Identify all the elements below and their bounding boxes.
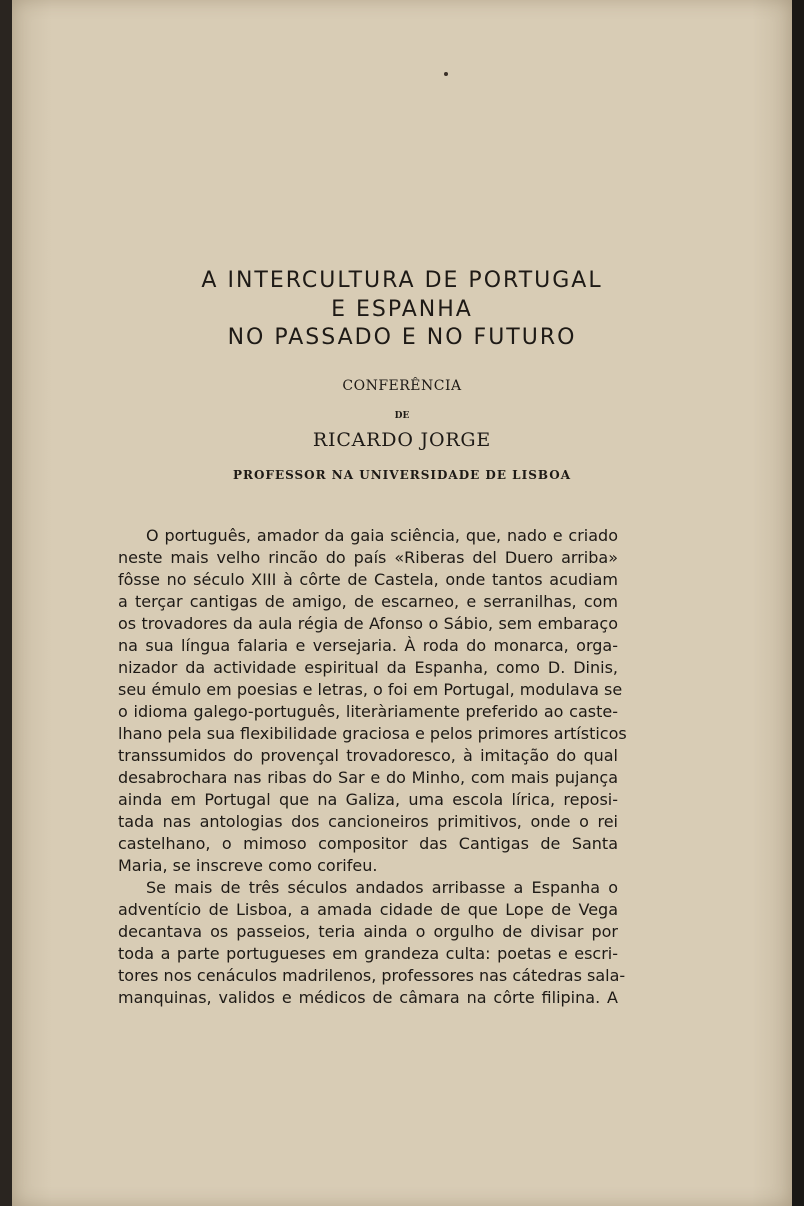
preposition-de: DE xyxy=(394,411,410,421)
body-line: seu émulo em poesias e letras, o foi em Portugal, modulava se xyxy=(118,680,623,699)
body-line: tada nas antologias dos cancioneiros primitivos, onde o rei xyxy=(118,812,618,831)
body-line: lhano pela sua flexibilidade graciosa e pelos primores artísticos xyxy=(118,724,627,743)
left-page-edge xyxy=(0,0,12,1206)
subtitle: CONFERÊNCIA xyxy=(342,378,462,394)
author-affiliation: PROFESSOR NA UNIVERSIDADE DE LISBOA xyxy=(232,468,572,482)
body-line: manquinas, validos e médicos de câmara na côrte filipina. A xyxy=(118,988,618,1007)
body-line: ainda em Portugal que na Galiza, uma escola lírica, reposi- xyxy=(118,790,618,809)
body-line: nizador da actividade espiritual da Espanha, como D. Dinis, xyxy=(118,658,618,677)
title-line-3: NO PASSADO E NO FUTURO xyxy=(227,325,577,350)
body-line: castelhano, o mimoso compositor das Cantigas de Santa xyxy=(118,834,618,853)
body-line: na sua língua falaria e versejaria. À roda do monarca, orga- xyxy=(118,636,618,655)
body-line: decantava os passeios, teria ainda o orgulho de divisar por xyxy=(118,922,618,941)
page-speck xyxy=(444,72,448,76)
author-name: RICARDO JORGE xyxy=(312,429,492,451)
body-line: neste mais velho rincão do país «Riberas del Duero arriba» xyxy=(118,548,618,567)
body-text xyxy=(118,525,627,1009)
body-line: adventício de Lisboa, a amada cidade de que Lope de Vega xyxy=(118,900,618,919)
body-line: a terçar cantigas de amigo, de escarneo, e serranilhas, com xyxy=(118,592,618,611)
body-line: os trovadores da aula régia de Afonso o Sábio, sem embaraço xyxy=(118,614,618,633)
right-page-edge xyxy=(792,0,804,1206)
body-line: tores nos cenáculos madrilenos, professores nas cátedras sala- xyxy=(118,966,626,985)
title-line-2: E ESPANHA xyxy=(331,297,473,322)
title-line-1: A INTERCULTURA DE PORTUGAL xyxy=(201,268,603,293)
body-line: O português, amador da gaia sciência, que, nado e criado xyxy=(146,526,618,545)
document-page xyxy=(12,0,792,1206)
body-line: desabrochara nas ribas do Sar e do Minho, com mais pujança xyxy=(118,768,618,787)
body-line: Maria, se inscreve como corifeu. xyxy=(118,856,378,875)
body-line: o idioma galego-português, literàriamente preferido ao caste- xyxy=(118,702,618,721)
body-line: transsumidos do provençal trovadoresco, à imitação do qual xyxy=(118,746,618,765)
body-line: Se mais de três séculos andados arribasse a Espanha o xyxy=(146,878,618,897)
body-line: fôsse no século XIII à côrte de Castela, onde tantos acudiam xyxy=(118,570,618,589)
body-line: toda a parte portugueses em grandeza culta: poetas e escri- xyxy=(118,944,618,963)
